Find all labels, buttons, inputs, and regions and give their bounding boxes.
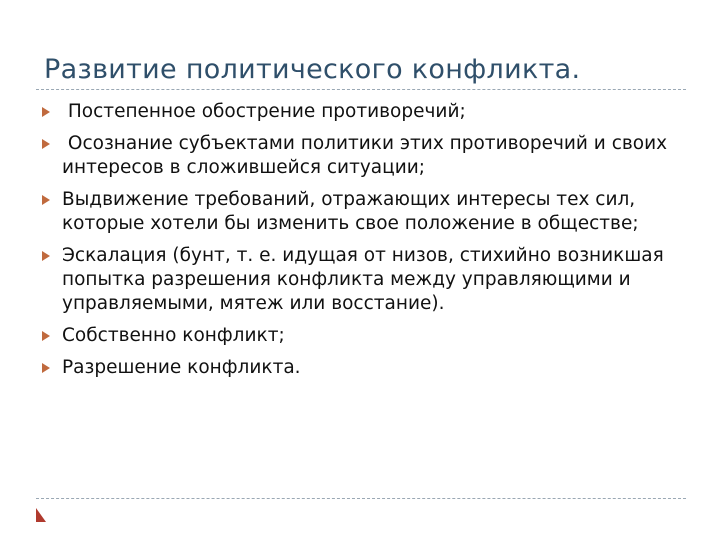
list-item-text: Выдвижение требований, отражающих интересы тех сил, которые хотели бы изменить свое положение в обществе; — [62, 189, 639, 234]
list-item-text: Эскалация (бунт, т. е. идущая от низов, стихийно возникшая попытка разрешения конфликта между управляющими и управляемыми, мятеж или восстание). — [62, 245, 664, 314]
corner-triangle-icon — [36, 508, 46, 522]
list-item — [38, 188, 688, 236]
list-item-text: Разрешение конфликта. — [62, 357, 301, 378]
triangle-right-icon — [42, 139, 50, 149]
bullet-list — [38, 100, 688, 388]
list-item — [38, 356, 688, 380]
title-divider — [36, 89, 686, 90]
list-item-text: Собственно конфликт; — [62, 325, 285, 346]
list-item — [38, 100, 688, 124]
triangle-right-icon — [42, 331, 50, 341]
list-item — [38, 244, 688, 316]
list-item-text: Постепенное обострение противоречий; — [62, 101, 466, 122]
triangle-right-icon — [42, 195, 50, 205]
triangle-right-icon — [42, 251, 50, 261]
list-item-text: Осознание субъектами политики этих противоречий и своих интересов в сложившейся ситуации; — [62, 133, 673, 178]
triangle-right-icon — [42, 107, 50, 117]
list-item — [38, 132, 688, 180]
slide-title: Развитие политического конфликта. — [44, 54, 581, 85]
footer-divider — [36, 498, 686, 499]
triangle-right-icon — [42, 363, 50, 373]
list-item — [38, 324, 688, 348]
